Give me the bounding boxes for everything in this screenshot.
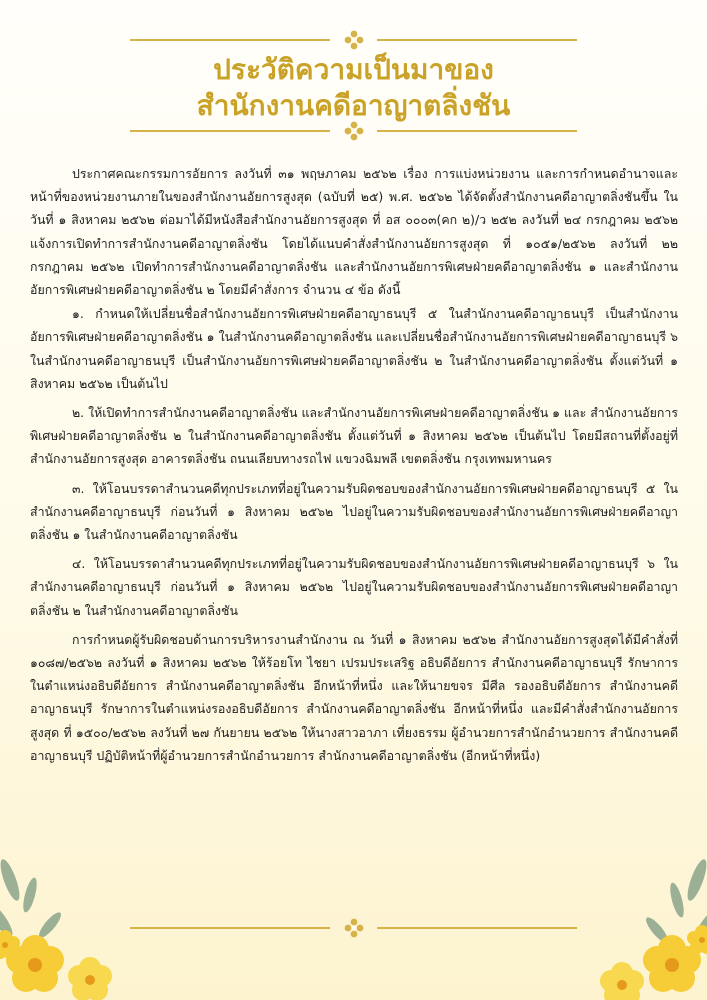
paragraph-item-1: ๑. กำหนดให้เปลี่ยนชื่อสำนักงานอัยการพิเศษฝ่ายคดีอาญาธนบุรี ๕ ในสำนักงานคดีอาญาธนบุรี เป็นสำนักงานอัยการพิเศษฝ่ายคดีอาญาตลิ่งชัน ๑ ในสำนักงานคดีอาญาตลิ่งชัน และเปลี่ยนชื่อสำนักงานอัยการพิเศษฝ่ายคดีอาญาธนบุรี ๖ ในสำนักงานคดีอาญาธนบุรี เป็นสำนักงานอัยการพิเศษฝ่ายคดีอาญาตลิ่งชัน ๒ ในสำนักงานคดีอาญาตลิ่งชัน ตั้งแต่วันที่ ๑ สิงหาคม ๒๕๖๒ เป็นต้นไป <box>30 306 678 391</box>
divider-line-right <box>377 927 577 929</box>
yellow-flowers-right-icon <box>567 840 707 1000</box>
top-divider <box>130 30 577 50</box>
flower-ornament-icon <box>343 30 365 50</box>
page-title-line-2: สำนักงานคดีอาญาตลิ่งชัน <box>196 89 511 122</box>
divider-line-right <box>377 130 577 132</box>
page-title-line-1: ประวัติความเป็นมาของ <box>213 53 494 86</box>
flower-ornament-icon <box>343 121 365 141</box>
flower-ornament-icon <box>343 918 365 938</box>
document-body <box>30 162 678 773</box>
paragraph-item-4: ๔. ให้โอนบรรดาสำนวนคดีทุกประเภทที่อยู่ในความรับผิดชอบของสำนักงานอัยการพิเศษฝ่ายคดีอาญาธนบุรี ๖ ในสำนักงานคดีอาญาธนบุรี ก่อนวันที่ ๑ สิงหาคม ๒๕๖๒ ไปอยู่ในความรับผิดชอบของสำนักงานอัยการพิเศษฝ่ายคดีอาญาตลิ่งชัน ๒ ในสำนักงานคดีอาญาตลิ่งชัน <box>30 556 678 618</box>
paragraph-item-2: ๒. ให้เปิดทำการสำนักงานคดีอาญาตลิ่งชัน และสำนักงานอัยการพิเศษฝ่ายคดีอาญาตลิ่งชัน ๑ และ สำนักงานอัยการพิเศษฝ่ายคดีอาญาตลิ่งชัน ๒ ในสำนักงานคดีอาญาตลิ่งชัน ตั้งแต่วันที่ ๑ สิงหาคม ๒๕๖๒ เป็นต้นไป โดยมีสถานที่ตั้งอยู่ที่ สำนักงานอัยการสูงสุด อาคารตลิ่งชัน ถนนเลียบทางรถไฟ แขวงฉิมพลี เขตตลิ่งชัน กรุงเทพมหานคร <box>30 405 678 467</box>
paragraph-administration: การกำหนดผู้รับผิดชอบด้านการบริหารงานสำนักงาน ณ วันที่ ๑ สิงหาคม ๒๕๖๒ สำนักงานอัยการสูงสุดได้มีคำสั่งที่ ๑๐๘๗/๒๕๖๒ ลงวันที่ ๑ สิงหาคม ๒๕๖๒ ให้ร้อยโท ไชยา เปรมประเสริฐ อธิบดีอัยการ สำนักงานคดีอาญาธนบุรี รักษาการในตำแหน่งอธิบดีอัยการ สำนักงานคดีอาญาตลิ่งชัน อีกหน้าที่หนึ่ง และให้นายขจร มีศีล รองอธิบดีอัยการ สำนักงานคดีอาญาธนบุรี รักษาการในตำแหน่งรองอธิบดีอัยการ สำนักงานคดีอาญาตลิ่งชัน อีกหน้าที่หนึ่ง และมีคำสั่งสำนักงานอัยการสูงสุด ที่ ๑๕๐๐/๒๕๖๒ ลงวันที่ ๒๗ กันยายน ๒๕๖๒ ให้นางสาวอาภา เที่ยงธรรม ผู้อำนวยการสำนักอำนวยการ สำนักงานคดีอาญาธนบุรี ปฏิบัติหน้าที่ผู้อำนวยการสำนักอำนวยการ สำนักงานคดีอาญาตลิ่งชัน (อีกหน้าที่หนึ่ง) <box>30 631 678 763</box>
paragraph-intro: ประกาศคณะกรรมการอัยการ ลงวันที่ ๓๑ พฤษภาคม ๒๕๖๒ เรื่อง การแบ่งหน่วยงาน และการกำหนดอำนาจและหน้าที่ของหน่วยงานภายในของสำนักงานอัยการสูงสุด (ฉบับที่ ๒๕) พ.ศ. ๒๕๖๒ ได้จัดตั้งสำนักงานคดีอาญาตลิ่งชันขึ้น ในวันที่ ๑ สิงหาคม ๒๕๖๒ ต่อมาได้มีหนังสือสำนักงานอัยการสูงสุด ที่ อส ๐๐๐๓(คก ๒)/ว ๒๕๒ ลงวันที่ ๒๔ กรกฎาคม ๒๕๖๒ แจ้งการเปิดทำการสำนักงานคดีอาญาตลิ่งชัน โดยได้แนบคำสั่งสำนักงานอัยการสูงสุด ที่ ๑๐๕๑/๒๕๖๒ ลงวันที่ ๒๒ กรกฎาคม ๒๕๖๒ เปิดทำการสำนักงานคดีอาญาตลิ่งชัน และสำนักงานอัยการพิเศษฝ่ายคดีอาญาตลิ่งชัน ๑ และสำนักงานอัยการพิเศษฝ่ายคดีอาญาตลิ่งชัน ๒ โดยมีคำสั่งการ จำนวน ๔ ข้อ ดังนี้ <box>30 166 678 298</box>
paragraph-item-3: ๓. ให้โอนบรรดาสำนวนคดีทุกประเภทที่อยู่ในความรับผิดชอบของสำนักงานอัยการพิเศษฝ่ายคดีอาญาธนบุรี ๕ ในสำนักงานคดีอาญาธนบุรี ก่อนวันที่ ๑ สิงหาคม ๒๕๖๒ ไปอยู่ในความรับผิดชอบของสำนักงานอัยการพิเศษฝ่ายคดีอาญาตลิ่งชัน ๑ ในสำนักงานคดีอาญาตลิ่งชัน <box>30 480 678 543</box>
divider-line-left <box>130 130 330 132</box>
divider-line-right <box>377 39 577 41</box>
bottom-divider <box>130 918 577 938</box>
title-divider <box>130 121 577 141</box>
divider-line-left <box>130 927 330 929</box>
yellow-flowers-left-icon <box>0 840 140 1000</box>
divider-line-left <box>130 39 330 41</box>
